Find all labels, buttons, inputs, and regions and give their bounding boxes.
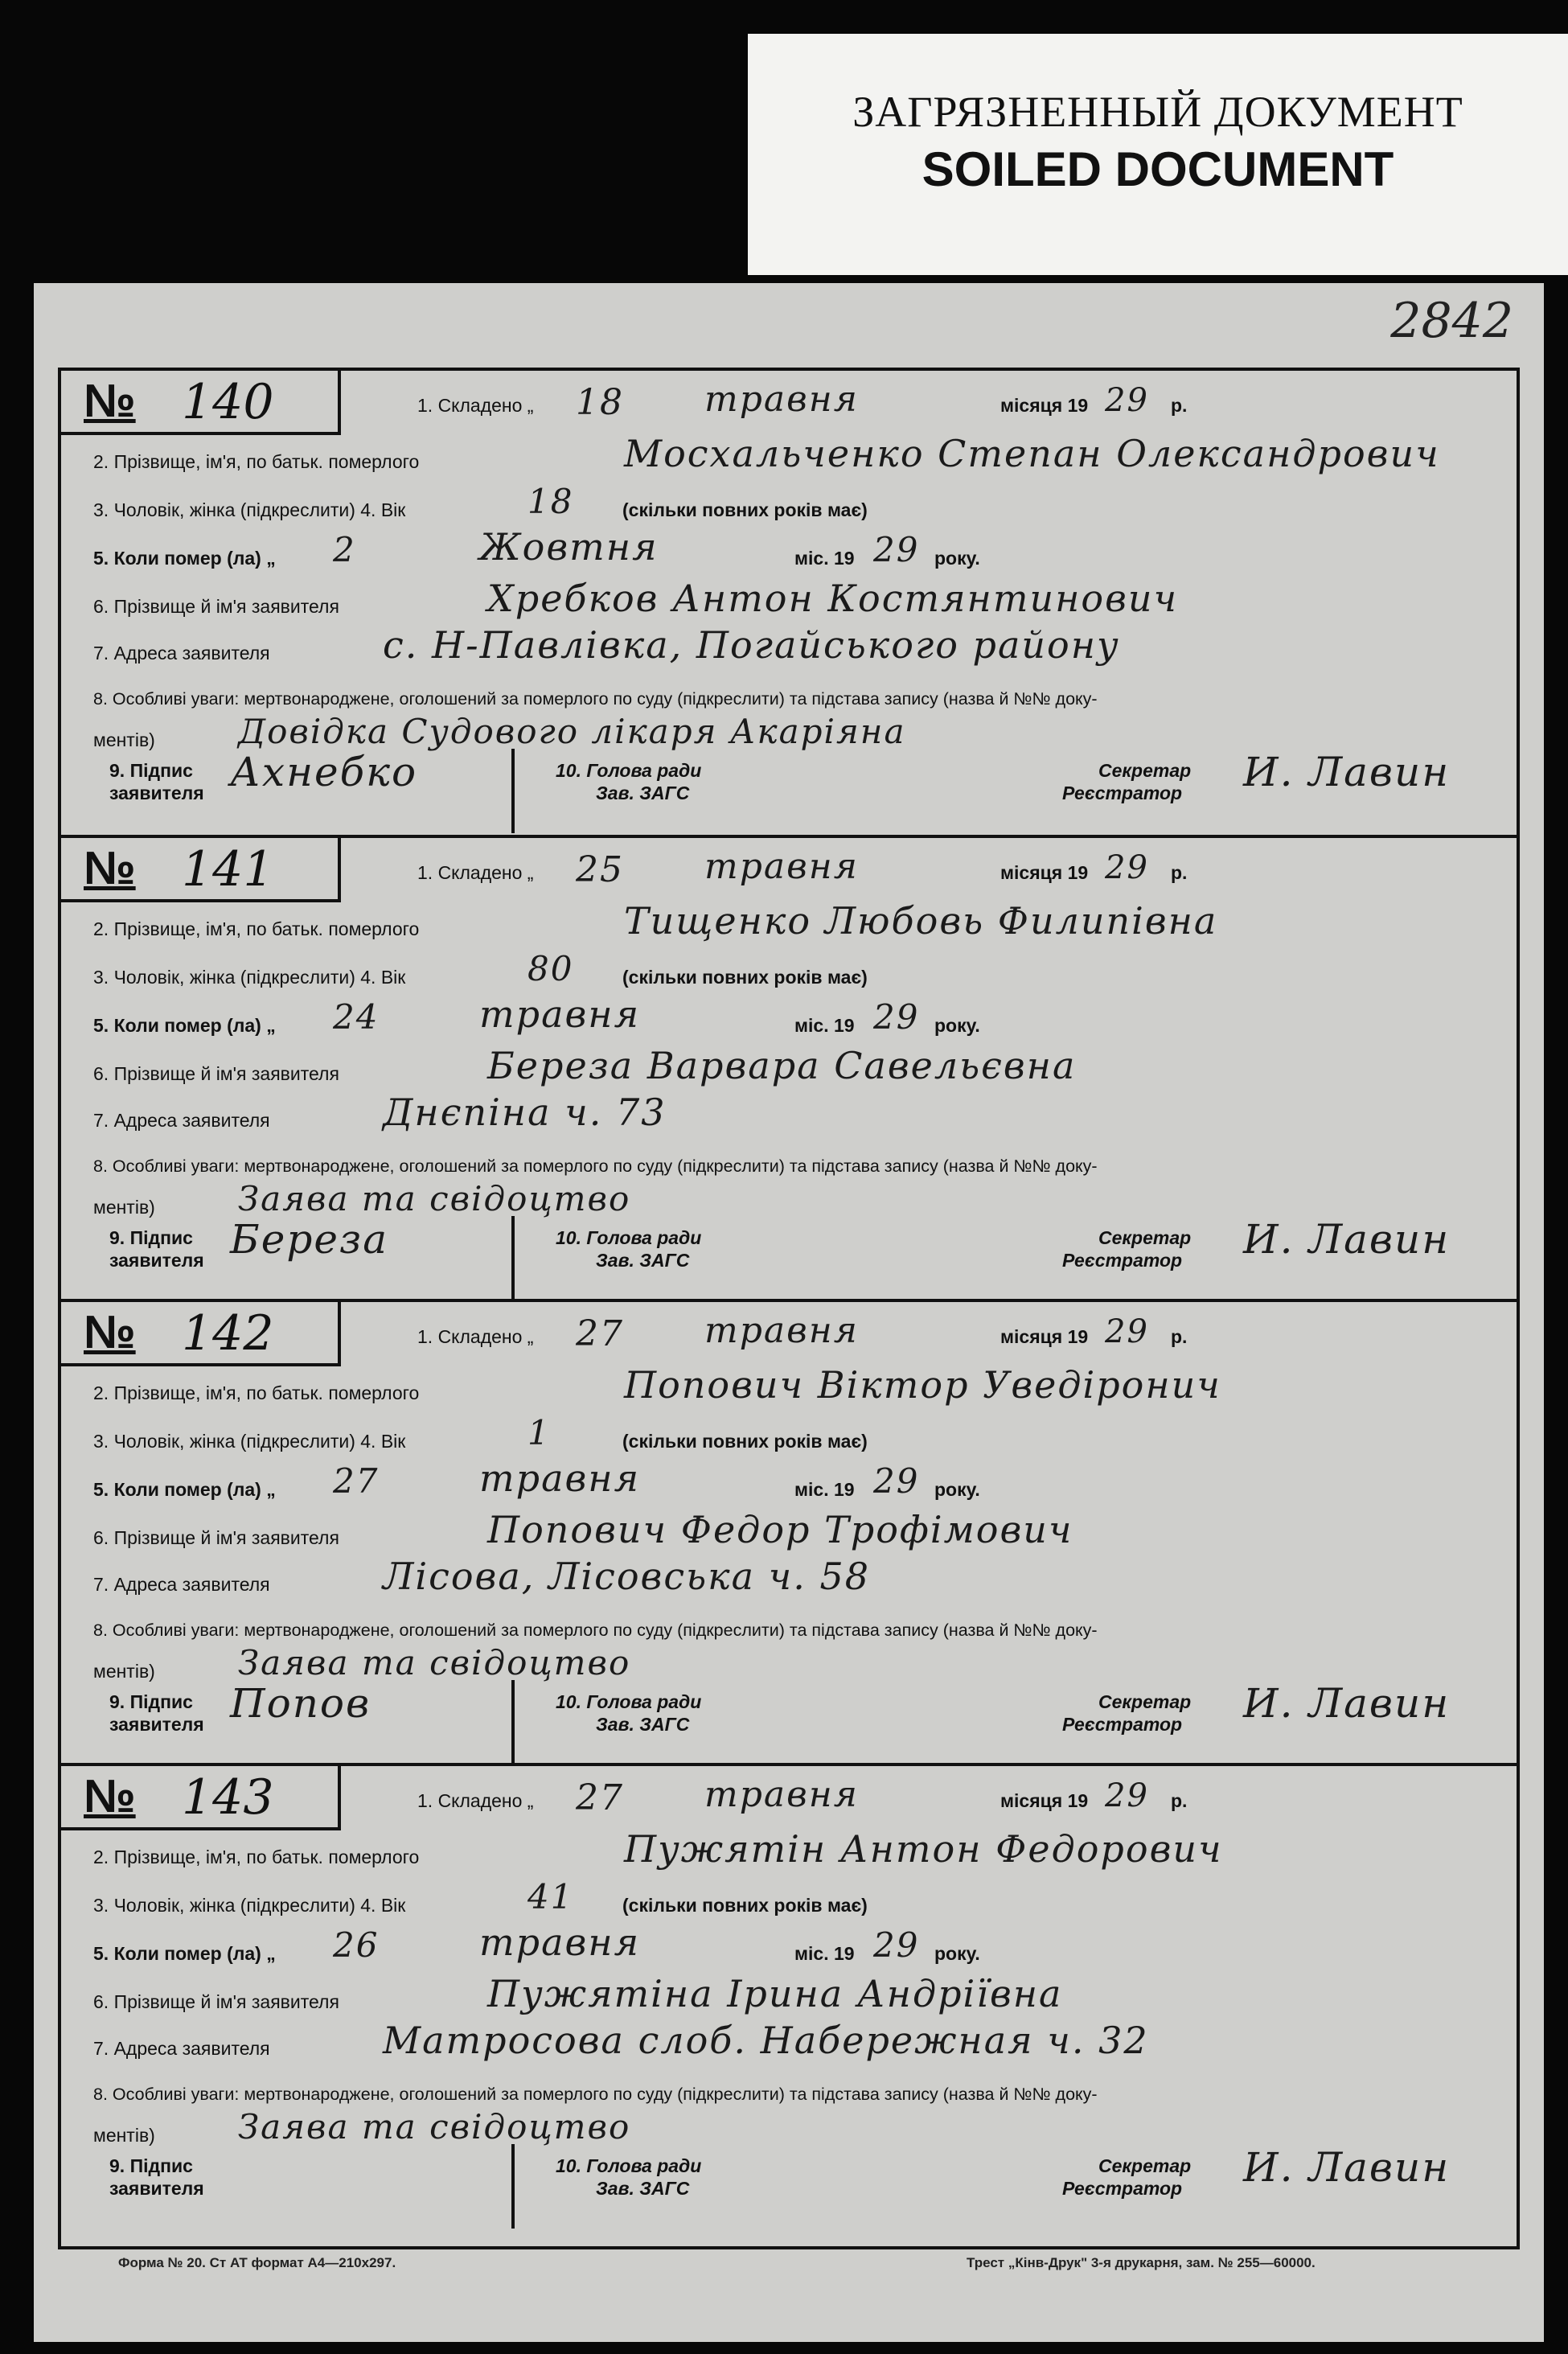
- notes-label: 8. Особливі уваги: мертвонароджене, оголошений за померлого по суду (підкреслити) та підстава запису (назва й №№ доку-: [93, 1156, 1098, 1176]
- death-year: 29: [873, 1461, 920, 1501]
- composed-year: 29: [1105, 849, 1149, 886]
- address-label: 7. Адреса заявителя: [93, 1574, 270, 1595]
- applicant-address: Лісова, Лісовська ч. 58: [383, 1555, 871, 1598]
- age-note: (скільки повних років має): [622, 1431, 868, 1452]
- record-number: 141: [182, 841, 274, 898]
- registrar-label: Реєстратор: [1062, 1714, 1183, 1735]
- applicant-address: Днєпіна ч. 73: [383, 1091, 667, 1134]
- signature-label: 9. Підпис: [109, 760, 193, 781]
- month-label: місяця 19: [1000, 1790, 1089, 1811]
- registrar-signature: И. Лавин: [1243, 749, 1451, 795]
- signature-divider: [511, 749, 515, 833]
- address-label: 7. Адреса заявителя: [93, 643, 270, 663]
- deceased-name-label: 2. Прізвище, ім'я, по батьк. померлого: [93, 918, 420, 939]
- applicant-name: Пужятіна Ірина Андріївна: [487, 1972, 1063, 2015]
- age-note: (скільки повних років має): [622, 967, 868, 988]
- applicant-label: 6. Прізвище й ім'я заявителя: [93, 1991, 339, 2012]
- death-year: 29: [873, 997, 920, 1037]
- composed-month: травня: [704, 1774, 859, 1815]
- deceased-name-label: 2. Прізвище, ім'я, по батьк. померлого: [93, 451, 420, 472]
- death-year-suffix: року.: [934, 1015, 980, 1036]
- secretary-label: Секретар: [1098, 1227, 1192, 1248]
- applicant-name: Хребков Антон Костянтинович: [487, 577, 1179, 620]
- record-number-box: [61, 1302, 341, 1366]
- sheet-number: 2842: [1390, 293, 1513, 349]
- stamp-english-text: SOILED DOCUMENT: [922, 142, 1394, 196]
- number-sign: №: [84, 842, 136, 894]
- death-month-label: міс. 19: [794, 548, 855, 569]
- death-date-label: 5. Коли помер (ла) „: [93, 548, 276, 569]
- death-record: [61, 1763, 1517, 2229]
- stamp-russian-text: ЗАГРЯЗНЕННЫЙ ДОКУМЕНТ: [852, 88, 1463, 136]
- notes-label-continued: ментів): [93, 1197, 155, 1218]
- form-footer-left: Форма № 20. Ст АТ формат А4—210х297.: [118, 2255, 396, 2270]
- death-year: 29: [873, 1925, 920, 1965]
- deceased-name-label: 2. Прізвище, ім'я, по батьк. померлого: [93, 1847, 420, 1867]
- signature-label: 9. Підпис: [109, 2155, 193, 2176]
- applicant-name: Попович Федор Трофімович: [487, 1508, 1073, 1551]
- composed-month: травня: [704, 1310, 859, 1351]
- signature-divider: [511, 1216, 515, 1300]
- death-month: травня: [479, 992, 641, 1036]
- age-value: 1: [527, 1413, 551, 1452]
- death-day: 2: [333, 530, 356, 569]
- sex-age-label: 3. Чоловік, жінка (підкреслити) 4. Вік: [93, 967, 406, 988]
- notes-value: Заява та свідоцтво: [238, 1643, 631, 1682]
- composed-day: 18: [576, 382, 624, 423]
- registrar-signature: И. Лавин: [1243, 2144, 1451, 2191]
- notes-label: 8. Особливі уваги: мертвонароджене, оголошений за померлого по суду (підкреслити) та підстава запису (назва й №№ доку-: [93, 1621, 1098, 1640]
- signature-label: 9. Підпис: [109, 1691, 193, 1712]
- registrar-signature: И. Лавин: [1243, 1680, 1451, 1727]
- secretary-label: Секретар: [1098, 1691, 1192, 1712]
- secretary-label: Секретар: [1098, 2155, 1192, 2176]
- signature-label-2: заявителя: [109, 1714, 204, 1735]
- applicant-label: 6. Прізвище й ім'я заявителя: [93, 596, 339, 617]
- notes-value: Заява та свідоцтво: [238, 2107, 631, 2147]
- death-day: 27: [333, 1461, 380, 1501]
- number-sign: №: [84, 1306, 136, 1358]
- record-number: 143: [182, 1769, 274, 1826]
- applicant-address: с. Н-Павлівка, Погайського району: [383, 623, 1120, 667]
- registrar-label: Реєстратор: [1062, 1250, 1183, 1271]
- composed-label: 1. Складено „: [417, 862, 534, 883]
- death-month: травня: [479, 1456, 641, 1500]
- composed-year: 29: [1105, 1313, 1149, 1350]
- deceased-name-label: 2. Прізвище, ім'я, по батьк. померлого: [93, 1382, 420, 1403]
- sex-age-label: 3. Чоловік, жінка (підкреслити) 4. Вік: [93, 499, 406, 520]
- death-year-suffix: року.: [934, 548, 980, 569]
- number-sign: №: [84, 1770, 136, 1822]
- head-label: 10. Голова ради: [556, 1691, 702, 1712]
- month-label: місяця 19: [1000, 862, 1089, 883]
- applicant-address: Матросова слоб. Набережная ч. 32: [383, 2019, 1149, 2062]
- composed-day: 27: [576, 1313, 624, 1354]
- death-month: травня: [479, 1921, 641, 1964]
- age-value: 41: [527, 1877, 574, 1916]
- sex-age-label: 3. Чоловік, жінка (підкреслити) 4. Вік: [93, 1431, 406, 1452]
- age-value: 80: [527, 949, 574, 988]
- death-record: [61, 371, 1517, 833]
- records-frame: [58, 368, 1520, 2249]
- register-sheet: [34, 283, 1544, 2342]
- death-month-label: міс. 19: [794, 1479, 855, 1500]
- signature-label: 9. Підпис: [109, 1227, 193, 1248]
- applicant-name: Береза Варвара Савельєвна: [487, 1044, 1077, 1087]
- form-footer-right: Трест „Кінв-Друк" 3-я друкарня, зам. № 255—60000.: [967, 2255, 1316, 2270]
- death-record: [61, 835, 1517, 1300]
- applicant-label: 6. Прізвище й ім'я заявителя: [93, 1063, 339, 1084]
- record-number: 142: [182, 1305, 274, 1362]
- sex-age-label: 3. Чоловік, жінка (підкреслити) 4. Вік: [93, 1895, 406, 1916]
- head-label: 10. Голова ради: [556, 2155, 702, 2176]
- composed-day: 27: [576, 1777, 624, 1818]
- deceased-name: Мосхальченко Степан Олександрович: [624, 432, 1440, 475]
- composed-day: 25: [576, 849, 624, 890]
- age-note: (скільки повних років має): [622, 499, 868, 520]
- death-year: 29: [873, 530, 920, 569]
- composed-month: травня: [704, 846, 859, 887]
- head-label: 10. Голова ради: [556, 760, 702, 781]
- registrar-label: Реєстратор: [1062, 2178, 1183, 2199]
- composed-label: 1. Складено „: [417, 1326, 534, 1347]
- composed-label: 1. Складено „: [417, 395, 534, 416]
- notes-label: 8. Особливі уваги: мертвонароджене, оголошений за померлого по суду (підкреслити) та підстава запису (назва й №№ доку-: [93, 2085, 1098, 2104]
- death-month: Жовтня: [479, 525, 659, 569]
- death-day: 26: [333, 1925, 380, 1965]
- address-label: 7. Адреса заявителя: [93, 2038, 270, 2059]
- zags-label: Зав. ЗАГС: [596, 2178, 690, 2199]
- notes-label-continued: ментів): [93, 1661, 155, 1682]
- death-record: [61, 1299, 1517, 1764]
- composed-year: 29: [1105, 382, 1149, 419]
- year-suffix: р.: [1171, 1326, 1188, 1347]
- signature-label-2: заявителя: [109, 2178, 204, 2199]
- registrar-label: Реєстратор: [1062, 783, 1183, 803]
- notes-value: Заява та свідоцтво: [238, 1179, 631, 1218]
- composed-year: 29: [1105, 1777, 1149, 1814]
- death-date-label: 5. Коли помер (ла) „: [93, 1479, 276, 1500]
- signature-divider: [511, 1680, 515, 1764]
- record-number-box: [61, 371, 341, 435]
- signature-divider: [511, 2144, 515, 2229]
- applicant-signature: Попов: [230, 1680, 371, 1727]
- applicant-label: 6. Прізвище й ім'я заявителя: [93, 1527, 339, 1548]
- soiled-document-label: [748, 34, 1568, 275]
- notes-label-continued: ментів): [93, 2125, 155, 2146]
- death-day: 24: [333, 997, 380, 1037]
- death-date-label: 5. Коли помер (ла) „: [93, 1015, 276, 1036]
- deceased-name: Пужятін Антон Федорович: [624, 1827, 1223, 1871]
- zags-label: Зав. ЗАГС: [596, 1250, 690, 1271]
- year-suffix: р.: [1171, 862, 1188, 883]
- applicant-signature: Ахнебко: [230, 749, 418, 795]
- record-number-box: [61, 1766, 341, 1830]
- signature-label-2: заявителя: [109, 1250, 204, 1271]
- age-value: 18: [527, 482, 574, 521]
- signature-label-2: заявителя: [109, 783, 204, 803]
- month-label: місяця 19: [1000, 395, 1089, 416]
- zags-label: Зав. ЗАГС: [596, 783, 690, 803]
- record-number-box: [61, 838, 341, 902]
- year-suffix: р.: [1171, 1790, 1188, 1811]
- zags-label: Зав. ЗАГС: [596, 1714, 690, 1735]
- composed-month: травня: [704, 379, 859, 420]
- year-suffix: р.: [1171, 395, 1188, 416]
- secretary-label: Секретар: [1098, 760, 1192, 781]
- record-number: 140: [182, 374, 274, 430]
- address-label: 7. Адреса заявителя: [93, 1110, 270, 1131]
- composed-label: 1. Складено „: [417, 1790, 534, 1811]
- registrar-signature: И. Лавин: [1243, 1216, 1451, 1263]
- applicant-signature: Береза: [230, 1216, 389, 1263]
- notes-value: Довідка Судового лікаря Акаріяна: [238, 712, 906, 751]
- deceased-name: Попович Віктор Уведіронич: [624, 1363, 1221, 1407]
- notes-label: 8. Особливі уваги: мертвонароджене, оголошений за померлого по суду (підкреслити) та підстава запису (назва й №№ доку-: [93, 689, 1098, 709]
- death-date-label: 5. Коли помер (ла) „: [93, 1943, 276, 1964]
- death-year-suffix: року.: [934, 1479, 980, 1500]
- month-label: місяця 19: [1000, 1326, 1089, 1347]
- death-year-suffix: року.: [934, 1943, 980, 1964]
- notes-label-continued: ментів): [93, 729, 155, 750]
- age-note: (скільки повних років має): [622, 1895, 868, 1916]
- death-month-label: міс. 19: [794, 1943, 855, 1964]
- deceased-name: Тищенко Любовь Филипівна: [624, 899, 1218, 943]
- death-month-label: міс. 19: [794, 1015, 855, 1036]
- head-label: 10. Голова ради: [556, 1227, 702, 1248]
- number-sign: №: [84, 375, 136, 427]
